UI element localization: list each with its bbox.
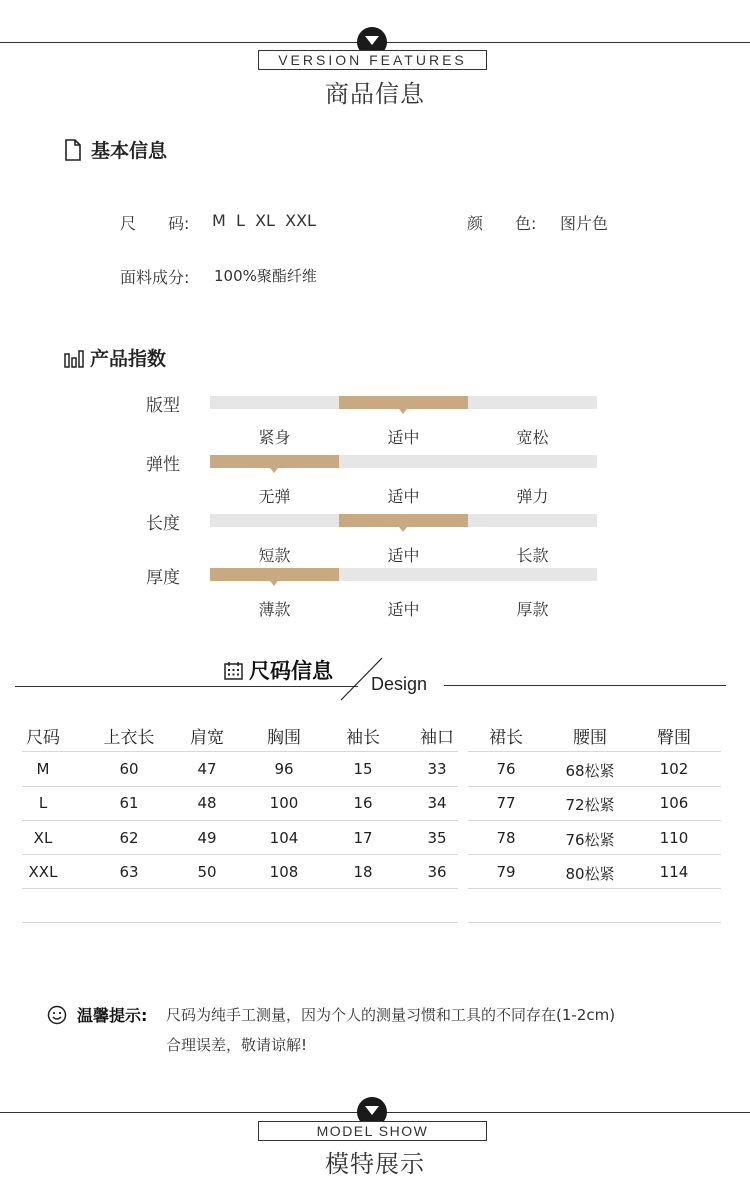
table-cell: 15 [353,760,373,778]
table-cell: L [38,794,48,812]
table-row-divider [22,820,458,821]
index-option: 长款 [516,546,549,565]
size-value: M L XL XXL [212,211,316,230]
table-cell: XL [33,829,53,847]
index-option: 弹力 [516,487,549,506]
bar-chart-icon [64,348,84,368]
table-row-divider [22,751,458,752]
index-track [210,568,597,581]
smile-icon [47,1005,67,1025]
table-cell: 100 [269,794,299,812]
table-cell: 80松紧 [565,865,615,883]
top-banner-box [258,50,487,70]
top-banner-title: 商品信息 [325,80,425,108]
table-cell: 76松紧 [565,831,615,849]
index-option: 适中 [387,487,420,506]
table-row-divider [22,786,458,787]
index-track [210,514,597,527]
table-cell: 96 [274,760,294,778]
table-row-divider [468,922,721,923]
index-pointer [399,527,407,532]
basic-info-title: 基本信息 [91,140,168,162]
size-info-divider-right [444,685,726,686]
table-cell: 47 [197,760,217,778]
index-pointer [270,581,278,586]
table-header-cell: 裙长 [489,728,523,748]
table-cell: 78 [496,829,516,847]
table-cell: 34 [427,794,447,812]
tip-line-2: 合理误差，敬请谅解! [166,1036,308,1054]
product-index-title-row [64,344,166,371]
index-option: 薄款 [258,600,291,619]
table-row-divider [22,922,458,923]
tip-label: 温馨提示: [77,1006,148,1025]
table-cell: 48 [197,794,217,812]
table-cell: 72松紧 [565,796,615,814]
table-cell: 108 [269,863,299,881]
index-option: 短款 [258,546,291,565]
size-info-title-row [224,655,333,685]
index-fill [210,455,339,468]
table-cell: XXL [28,863,58,881]
table-cell: 62 [119,829,139,847]
table-row-divider [468,888,721,889]
table-cell: M [36,760,50,778]
index-row-label: 厚度 [146,568,180,588]
table-cell: 16 [353,794,373,812]
table-cell: 68松紧 [565,762,615,780]
table-cell: 114 [659,863,689,881]
table-header-cell: 尺码 [26,728,60,748]
table-header-cell: 上衣长 [103,728,155,748]
table-cell: 77 [496,794,516,812]
table-cell: 33 [427,760,447,778]
bottom-banner-en: MODEL SHOW [316,1123,429,1139]
table-header-cell: 胸围 [267,728,301,748]
index-pointer [399,409,407,414]
basic-info-title-row [64,136,167,163]
table-row-divider [468,751,721,752]
table-cell: 35 [427,829,447,847]
table-row-divider [22,888,458,889]
table-row-divider [468,854,721,855]
document-icon [64,139,82,161]
index-option: 无弹 [258,487,291,506]
index-option: 紧身 [258,428,291,447]
tip-line-1: 尺码为纯手工测量，因为个人的测量习惯和工具的不同存在(1-2cm) [166,1006,616,1024]
size-label: 尺 码: [120,214,190,233]
calendar-icon [224,661,243,680]
table-header-cell: 腰围 [573,728,607,748]
index-option: 适中 [387,600,420,619]
fabric-value: 100%聚酯纤维 [214,267,317,285]
index-row-label: 弹性 [146,455,180,475]
table-cell: 106 [659,794,689,812]
bottom-banner-box [258,1121,487,1141]
index-pointer [270,468,278,473]
index-option: 宽松 [516,428,549,447]
index-option: 适中 [387,428,420,447]
color-value: 图片色 [560,214,609,233]
product-index-title: 产品指数 [90,348,167,370]
fabric-label: 面料成分: [120,268,190,287]
table-cell: 61 [119,794,139,812]
table-cell: 17 [353,829,373,847]
table-cell: 50 [197,863,217,881]
table-cell: 63 [119,863,139,881]
table-header-cell: 臀围 [657,728,691,748]
index-row-label: 版型 [146,396,180,416]
index-fill [339,396,468,409]
table-cell: 76 [496,760,516,778]
size-info-title: 尺码信息 [249,659,333,683]
table-cell: 102 [659,760,689,778]
table-cell: 79 [496,863,516,881]
color-label: 颜 色: [467,214,537,233]
table-cell: 104 [269,829,299,847]
table-header-cell: 袖口 [420,728,454,748]
index-track [210,396,597,409]
table-cell: 110 [659,829,689,847]
index-row-label: 长度 [146,514,180,534]
table-row-divider [468,786,721,787]
table-cell: 18 [353,863,373,881]
table-header-cell: 袖长 [346,728,380,748]
design-label: Design [371,674,428,694]
index-option: 厚款 [516,600,549,619]
top-banner-en: VERSION FEATURES [278,52,467,68]
table-header-cell: 肩宽 [190,728,224,748]
index-fill [210,568,339,581]
index-track [210,455,597,468]
table-cell: 49 [197,829,217,847]
index-option: 适中 [387,546,420,565]
size-info-divider-left [15,686,358,687]
bottom-banner-title: 模特展示 [325,1150,425,1178]
index-fill [339,514,468,527]
table-row-divider [22,854,458,855]
table-row-divider [468,820,721,821]
table-cell: 36 [427,863,447,881]
table-cell: 60 [119,760,139,778]
